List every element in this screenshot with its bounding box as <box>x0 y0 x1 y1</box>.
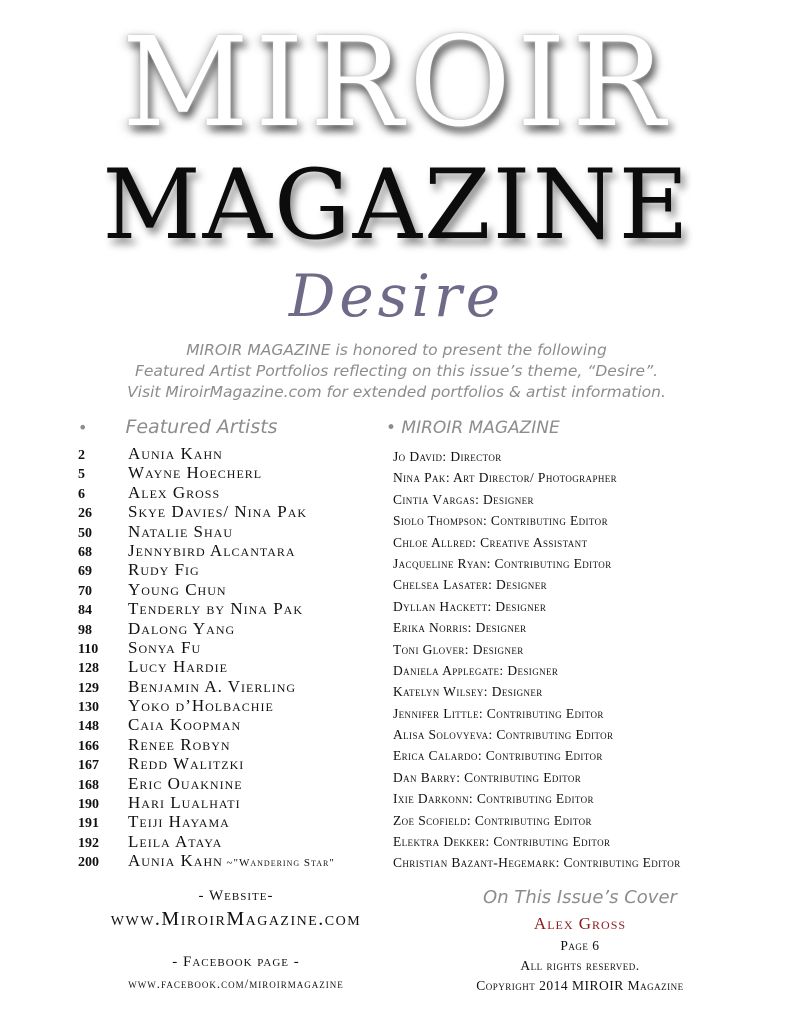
artist-row <box>78 619 335 638</box>
artist-name <box>128 502 307 521</box>
featured-artists-title: Featured Artists <box>125 416 278 438</box>
artist-name-text: Jennybird Alcantara <box>128 540 296 560</box>
staff-list <box>393 446 681 874</box>
artist-name-text: Hari Lualhati <box>128 793 241 813</box>
artist-row <box>78 638 335 657</box>
staff-heading: • MIROIR MAGAZINE <box>386 418 560 438</box>
artist-name-text: Redd Walitzki <box>128 754 245 774</box>
staff-member: Siolo Thompson: Contributing Editor <box>393 513 608 529</box>
artist-row <box>78 599 335 618</box>
artist-name <box>128 483 220 502</box>
artist-name-text: Caia Koopman <box>128 715 242 735</box>
staff-member: Daniela Applegate: Designer <box>393 662 559 678</box>
artist-row <box>78 502 335 521</box>
artist-name-text: Rudy Fig <box>128 560 200 580</box>
artist-row <box>78 560 335 579</box>
artist-page-number: 167 <box>78 758 99 774</box>
artist-page-number: 129 <box>78 680 99 696</box>
artist-name-text: Eric Ouaknine <box>128 773 243 793</box>
artist-page-number: 190 <box>78 797 99 813</box>
artist-name <box>128 599 303 618</box>
artist-name-text: Teiji Hayama <box>128 812 230 832</box>
artist-name-text: Young Chun <box>128 579 227 599</box>
issue-theme: Desire <box>288 262 505 330</box>
artist-name-text: Aunia Kahn <box>128 444 223 463</box>
artist-name <box>128 774 243 793</box>
website-link[interactable]: www.MiroirMagazine.com <box>110 908 362 930</box>
artist-page-number: 168 <box>78 777 99 793</box>
intro-line: MIROIR MAGAZINE is honored to present the following <box>186 341 607 359</box>
artist-row <box>78 541 335 560</box>
artist-name <box>128 832 222 851</box>
artist-name <box>128 522 233 541</box>
artist-page-number: 98 <box>78 622 92 638</box>
artist-row <box>78 657 335 676</box>
artist-name <box>128 638 201 657</box>
artist-page-number: 69 <box>78 564 92 580</box>
artist-row <box>78 812 335 831</box>
artist-page-number: 130 <box>78 700 99 716</box>
artist-row <box>78 735 335 754</box>
artist-row <box>78 696 335 715</box>
artist-page-number: 6 <box>78 486 85 502</box>
website-label: - Website- <box>198 888 274 904</box>
artist-name <box>128 715 241 734</box>
artist-row <box>78 793 335 812</box>
staff-member: Cintia Vargas: Designer <box>393 491 534 507</box>
artist-subtitle: ~"Wandering Star" <box>222 857 335 870</box>
artist-name-text: Tenderly by Nina Pak <box>128 599 303 619</box>
staff-member: Katelyn Wilsey: Designer <box>393 684 543 700</box>
staff-member: Alisa Solovyeva: Contributing Editor <box>393 727 614 743</box>
artist-row <box>78 832 335 851</box>
staff-member: Erika Norris: Designer <box>393 620 527 636</box>
facebook-link[interactable]: www.facebook.com/miroirmagazine <box>128 976 344 991</box>
cover-heading: On This Issue’s Cover <box>483 887 677 908</box>
artist-row <box>78 754 335 773</box>
artist-name-text: Sonya Fu <box>128 637 202 657</box>
rights-notice: All rights reserved. <box>520 958 640 973</box>
staff-member: Dan Barry: Contributing Editor <box>393 769 582 785</box>
artist-page-number: 191 <box>78 816 99 832</box>
artist-name <box>128 812 230 831</box>
cover-artist: Alex Gross <box>533 914 627 933</box>
artist-row <box>78 851 335 870</box>
artist-name-text: Dalong Yang <box>128 618 236 638</box>
artist-name-text: Leila Ataya <box>128 831 223 851</box>
artist-row <box>78 715 335 734</box>
artist-page-number: 50 <box>78 525 92 541</box>
staff-member: Ixie Darkonn: Contributing Editor <box>393 791 594 807</box>
artist-page-number: 84 <box>78 603 92 619</box>
staff-member: Chloe Allred: Creative Assistant <box>393 534 588 550</box>
artist-page-number: 192 <box>78 835 99 851</box>
artist-name <box>128 793 241 812</box>
artist-page-number: 2 <box>78 448 85 463</box>
artist-page-number: 128 <box>78 661 99 677</box>
artist-name <box>128 696 274 715</box>
artist-name <box>128 619 235 638</box>
artist-name <box>128 754 244 773</box>
facebook-label: - Facebook page - <box>172 954 300 970</box>
intro-line: Visit MiroirMagazine.com for extended portfolios & artist information. <box>127 383 666 401</box>
staff-member: Erica Calardo: Contributing Editor <box>393 748 603 764</box>
artist-name-text: Wayne Hoecherl <box>128 463 263 483</box>
intro-paragraph <box>0 340 793 403</box>
cover-page: Page 6 <box>560 938 600 953</box>
artist-page-number: 110 <box>78 641 99 657</box>
artist-row <box>78 522 335 541</box>
staff-member: Nina Pak: Art Director/ Photographer <box>393 470 618 486</box>
bullet-icon: • <box>78 418 88 437</box>
artist-name <box>128 677 296 696</box>
artist-name-text: Renee Robyn <box>128 734 231 754</box>
artist-name <box>128 735 231 754</box>
artist-row <box>78 580 335 599</box>
artist-name <box>128 657 228 676</box>
artist-name <box>128 463 262 482</box>
artist-name-text: Lucy Hardie <box>128 657 228 677</box>
artist-row <box>78 483 335 502</box>
masthead-title-miroir: MIROIR <box>121 11 672 155</box>
staff-member: Jacqueline Ryan: Contributing Editor <box>393 555 612 571</box>
artist-row <box>78 463 335 482</box>
featured-artists-heading <box>78 416 278 438</box>
artist-name <box>128 851 335 870</box>
artist-page-number: 148 <box>78 719 99 735</box>
staff-member: Chelsea Lasater: Designer <box>393 577 548 593</box>
artist-name-text: Natalie Shau <box>128 521 234 541</box>
artist-name-text: Yoko d’Holbachie <box>128 696 274 716</box>
artist-name-text: Skye Davies/ Nina Pak <box>128 502 308 522</box>
artist-row <box>78 677 335 696</box>
artist-name <box>128 580 227 599</box>
staff-member: Dyllan Hackett: Designer <box>393 598 547 614</box>
artist-page-number: 68 <box>78 544 92 560</box>
staff-member: Jo David: Director <box>393 449 502 464</box>
artist-name <box>128 444 223 463</box>
artist-row <box>78 444 335 463</box>
copyright-notice: Copyright 2014 MIROIR Magazine <box>476 978 684 993</box>
staff-member: Elektra Dekker: Contributing Editor <box>393 834 611 850</box>
artist-page-number: 26 <box>78 506 92 522</box>
artist-row <box>78 774 335 793</box>
staff-member: Christian Bazant-Hegemark: Contributing Editor <box>393 855 681 871</box>
artist-name-text: Aunia Kahn <box>128 851 223 871</box>
staff-member: Jennifer Little: Contributing Editor <box>393 705 604 721</box>
artist-page-number: 166 <box>78 738 99 754</box>
masthead-title-magazine: MAGAZINE <box>102 149 691 261</box>
artist-name-text: Benjamin A. Vierling <box>128 676 297 696</box>
artist-page-number: 5 <box>78 467 85 483</box>
artist-name-text: Alex Gross <box>128 482 221 502</box>
artist-page-number: 70 <box>78 583 92 599</box>
staff-member: Zoe Scofield: Contributing Editor <box>393 812 592 828</box>
staff-member: Toni Glover: Designer <box>393 641 524 657</box>
artist-name <box>128 560 200 579</box>
artist-page-number: 200 <box>78 855 99 871</box>
artist-name <box>128 541 296 560</box>
intro-line: Featured Artist Portfolios reflecting on this issue’s theme, “Desire”. <box>134 362 659 380</box>
featured-artists-list <box>78 444 335 871</box>
